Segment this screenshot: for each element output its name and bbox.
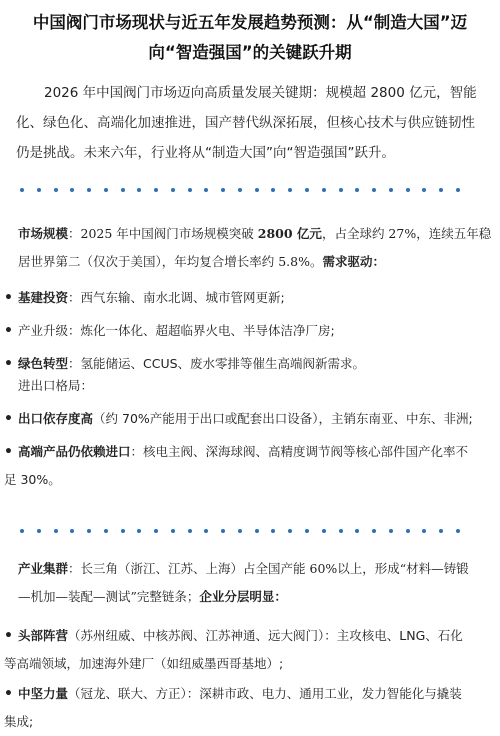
driver-text: ：氢能储运、CCUS、废水零排等催生高端阀新需求。 — [68, 356, 366, 371]
tier-text: （冠龙、联大、方正）：深耕市政、电力、通用工业，发力智能化与撬装 — [68, 686, 462, 701]
driver-label: 基建投资 — [18, 290, 69, 305]
divider-dot — [288, 188, 292, 192]
bullet-icon: • — [4, 628, 13, 644]
divider-dot — [406, 529, 410, 533]
divider-dot — [104, 188, 108, 192]
bullet-icon: • — [4, 411, 13, 427]
divider-dot — [456, 529, 460, 533]
tier-text-line-2: 集成; — [4, 714, 34, 729]
market-size-line-2: 居世界第二（仅次于美国），年均复合增长率约 5.8%。 — [18, 254, 323, 269]
import-label: 高端产品仍依赖进口 — [18, 444, 131, 459]
driver-text: ：炼化一体化、超超临界火电、半导体洁净厂房; — [68, 323, 335, 338]
bullet-icon: • — [4, 444, 13, 460]
driver-label: 绿色转型 — [18, 356, 69, 371]
divider-dot — [54, 529, 58, 533]
divider-dot — [339, 188, 343, 192]
divider-dot — [171, 188, 175, 192]
trade-heading: 进出口格局： — [18, 378, 94, 393]
divider-dot — [54, 188, 58, 192]
divider-dot — [121, 188, 125, 192]
dotted-divider — [20, 528, 460, 534]
divider-dot — [456, 188, 460, 192]
cluster-label: 产业集群 — [18, 561, 69, 576]
divider-dot — [305, 188, 309, 192]
divider-dot — [255, 529, 259, 533]
divider-dot — [87, 529, 91, 533]
divider-dot — [439, 188, 443, 192]
divider-dot — [439, 529, 443, 533]
divider-dot — [271, 188, 275, 192]
import-text-line-2: 足 30%。 — [4, 472, 61, 487]
cluster-text: ：长三角（浙江、江苏、上海）占全国产能 60%以上，形成“材料—铸锻 — [68, 561, 469, 576]
bullet-icon: • — [4, 686, 13, 702]
intro-line-3: 仍是挑战。未来六年，行业将从“制造大国”向“智造强国”跃升。 — [16, 145, 395, 161]
divider-dot — [271, 529, 275, 533]
divider-dot — [221, 529, 225, 533]
market-size-label: 市场规模 — [18, 226, 69, 241]
tier-label: 企业分层明显： — [199, 589, 287, 604]
divider-dot — [37, 188, 41, 192]
dotted-divider — [20, 187, 460, 193]
title-line-2: 向“智造强国”的关键跃升期 — [148, 43, 352, 62]
demand-drivers-label: 需求驱动： — [322, 254, 385, 269]
import-item — [4, 438, 494, 494]
divider-dot — [154, 529, 158, 533]
divider-dot — [221, 188, 225, 192]
driver-item — [4, 284, 494, 312]
divider-dot — [20, 529, 24, 533]
divider-dot — [37, 529, 41, 533]
driver-text: ：西气东输、南水北调、城市管网更新; — [68, 290, 285, 305]
import-text: ：核电主阀、深海球阀、高精度调节阀等核心部件国产化率不 — [130, 444, 469, 459]
driver-item — [4, 317, 494, 345]
tier-item — [4, 680, 494, 736]
divider-dot — [20, 188, 24, 192]
divider-dot — [372, 529, 376, 533]
tier-name: 头部阵营 — [18, 628, 69, 643]
divider-dot — [154, 188, 158, 192]
export-label: 出口依存度高 — [18, 411, 94, 426]
divider-dot — [188, 529, 192, 533]
bullet-icon: • — [4, 356, 13, 372]
intro-line-2: 化、绿色化、高端化加速推进，国产替代纵深拓展，但核心技术与供应链韧性 — [16, 115, 475, 131]
divider-dot — [389, 529, 393, 533]
driver-label: 产业升级 — [18, 323, 69, 338]
market-size-paragraph — [18, 220, 492, 276]
cluster-line-2: —机加—装配—测试”完整链条； — [18, 589, 200, 604]
divider-dot — [355, 188, 359, 192]
divider-dot — [137, 529, 141, 533]
divider-dot — [406, 188, 410, 192]
divider-dot — [389, 188, 393, 192]
divider-dot — [422, 529, 426, 533]
intro-paragraph — [16, 78, 486, 168]
divider-dot — [70, 188, 74, 192]
divider-dot — [137, 188, 141, 192]
market-size-amount: 2800 亿元 — [257, 226, 322, 241]
tier-text-line-2: 等高端领域，加速海外建厂（如纽威墨西哥基地）; — [4, 656, 284, 671]
divider-dot — [372, 188, 376, 192]
divider-dot — [422, 188, 426, 192]
divider-dot — [104, 529, 108, 533]
tier-text: （苏州纽威、中核苏阀、江苏神通、远大阀门）：主攻核电、LNG、石化 — [68, 628, 463, 643]
market-size-text: ：2025 年中国阀门市场规模突破 — [68, 226, 258, 241]
market-size-tail: ，占全球约 27%，连续五年稳 — [321, 226, 492, 241]
divider-dot — [188, 188, 192, 192]
tier-name: 中坚力量 — [18, 686, 69, 701]
bullet-icon: • — [4, 323, 13, 339]
divider-dot — [238, 529, 242, 533]
divider-dot — [288, 529, 292, 533]
divider-dot — [70, 529, 74, 533]
title-line-1: 中国阀门市场现状与近五年发展趋势预测：从“制造大国”迈 — [32, 13, 468, 32]
export-item — [4, 405, 494, 433]
export-text: （约 70%产能用于出口或配套出口设备），主销东南亚、中东、非洲; — [93, 411, 473, 426]
divider-dot — [339, 529, 343, 533]
divider-dot — [121, 529, 125, 533]
divider-dot — [204, 529, 208, 533]
divider-dot — [87, 188, 91, 192]
bullet-icon: • — [4, 290, 13, 306]
page-title — [0, 8, 500, 68]
divider-dot — [238, 188, 242, 192]
intro-line-1: 2026 年中国阀门市场迈向高质量发展关键期：规模超 2800 亿元，智能 — [44, 85, 477, 101]
tier-item — [4, 622, 494, 678]
divider-dot — [171, 529, 175, 533]
cluster-paragraph — [18, 555, 488, 611]
divider-dot — [305, 529, 309, 533]
divider-dot — [255, 188, 259, 192]
divider-dot — [322, 529, 326, 533]
divider-dot — [355, 529, 359, 533]
divider-dot — [322, 188, 326, 192]
divider-dot — [204, 188, 208, 192]
